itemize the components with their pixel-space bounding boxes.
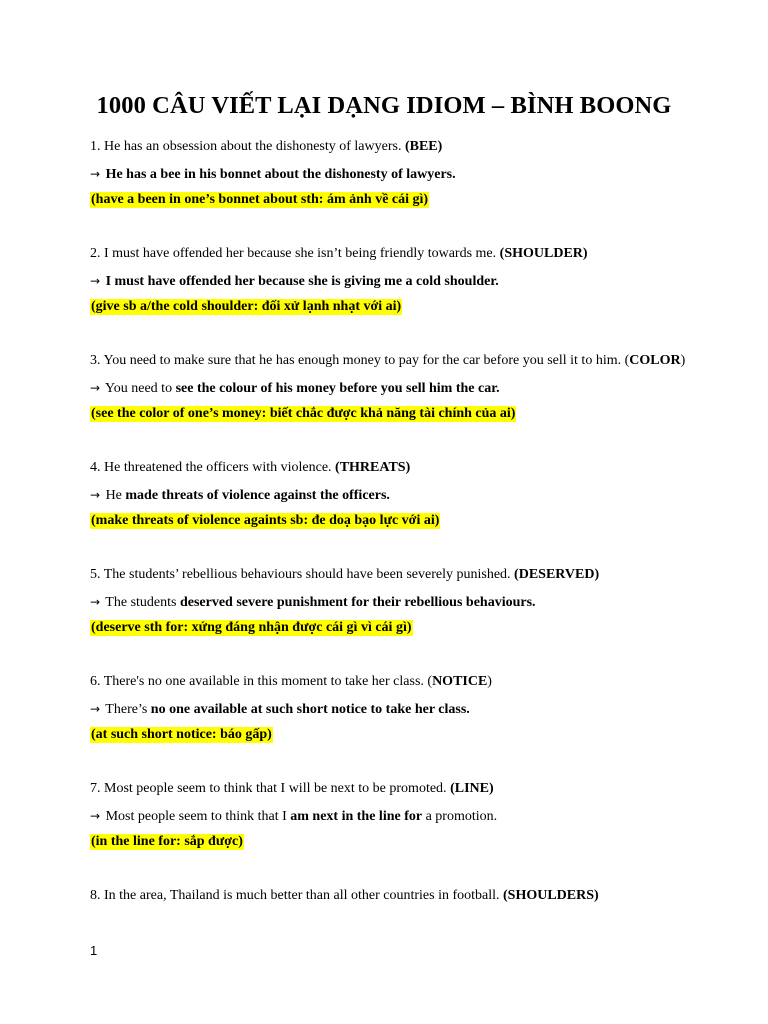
exercise-item-6 bbox=[90, 672, 750, 752]
arrow-icon: → bbox=[90, 273, 101, 288]
question-text: 2. I must have offended her because she isn’t being friendly towards me. bbox=[90, 246, 500, 261]
document-title: 1000 CÂU VIẾT LẠI DẠNG IDIOM – BÌNH BOONG bbox=[96, 92, 672, 119]
answer-prefix: There’s bbox=[102, 701, 151, 717]
arrow-icon: → bbox=[90, 380, 101, 395]
answer-bold: deserved severe punishment for their rebellious behaviours. bbox=[179, 594, 536, 610]
answer-prefix: He bbox=[102, 166, 127, 182]
answer-bold: I must have offended her because she is giving me a cold shoulder. bbox=[105, 273, 499, 289]
question-line bbox=[90, 137, 750, 164]
question-line bbox=[90, 779, 750, 806]
question-text: 7. Most people seem to think that I will be next to be promoted. bbox=[90, 781, 451, 796]
arrow-icon: → bbox=[90, 594, 101, 609]
arrow-icon: → bbox=[90, 701, 101, 716]
answer-line bbox=[90, 485, 750, 512]
question-close: ) bbox=[680, 353, 686, 368]
question-text: 3. You need to make sure that he has enough money to pay for the car before you sell it to him. ( bbox=[90, 353, 630, 368]
answer-line bbox=[90, 699, 750, 726]
keyword: (THREATS) bbox=[335, 460, 411, 475]
exercise-item-4 bbox=[90, 458, 750, 538]
arrow-icon: → bbox=[90, 808, 101, 823]
page-number: 1 bbox=[90, 943, 98, 958]
answer-line bbox=[90, 164, 750, 191]
note-line bbox=[90, 832, 750, 859]
question-line bbox=[90, 351, 750, 378]
note-line bbox=[90, 618, 750, 645]
answer-line bbox=[90, 271, 750, 298]
question-text: 8. In the area, Thailand is much better than all other countries in football. bbox=[90, 888, 503, 903]
note-line bbox=[90, 725, 750, 752]
answer-bold: has a bee in his bonnet about the dishonesty of lawyers. bbox=[126, 166, 456, 182]
highlighted-note: (see the color of one’s money: biết chắc được khả năng tài chính của ai) bbox=[91, 406, 516, 421]
keyword: (LINE) bbox=[450, 781, 494, 796]
exercise-item-5 bbox=[90, 565, 750, 645]
answer-prefix: You need to bbox=[102, 380, 176, 396]
question-close: ) bbox=[487, 674, 492, 689]
exercise-item-7 bbox=[90, 779, 750, 859]
question-line bbox=[90, 672, 750, 699]
keyword: (SHOULDER) bbox=[499, 246, 588, 261]
highlighted-note: (in the line for: sắp được) bbox=[91, 834, 243, 849]
question-text: 1. He has an obsession about the dishonesty of lawyers. bbox=[90, 139, 405, 154]
answer-prefix: The students bbox=[102, 594, 180, 610]
answer-bold: no one available at such short notice to take her class. bbox=[150, 701, 470, 717]
answer-bold: am next in the line for bbox=[290, 808, 423, 824]
keyword: (SHOULDERS) bbox=[503, 888, 599, 903]
exercise-item-1 bbox=[90, 137, 750, 217]
exercise-item-3 bbox=[90, 351, 750, 431]
answer-suffix: a promotion. bbox=[422, 808, 498, 824]
answer-prefix: He bbox=[102, 487, 126, 503]
question-line bbox=[90, 244, 750, 271]
question-text: 6. There's no one available in this moment to take her class. ( bbox=[90, 674, 433, 689]
answer-prefix: Most people seem to think that I bbox=[102, 808, 291, 824]
keyword: COLOR bbox=[629, 353, 681, 368]
highlighted-note: (deserve sth for: xứng đáng nhận được cái gì vì cái gì) bbox=[91, 620, 412, 635]
keyword: NOTICE bbox=[432, 674, 488, 689]
question-text: 5. The students’ rebellious behaviours should have been severely punished. bbox=[90, 567, 515, 582]
answer-bold: made threats of violence against the officers. bbox=[125, 487, 390, 503]
answer-bold: see the colour of his money before you sell him the car. bbox=[175, 380, 500, 396]
highlighted-note: (at such short notice: báo gấp) bbox=[91, 727, 272, 742]
answer-line bbox=[90, 592, 750, 619]
highlighted-note: (have a been in one’s bonnet about sth: ám ảnh về cái gì) bbox=[91, 192, 429, 207]
question-line bbox=[90, 565, 750, 592]
answer-line bbox=[90, 378, 750, 405]
question-line bbox=[90, 886, 750, 913]
highlighted-note: (make threats of violence againts sb: đe doạ bạo lực với ai) bbox=[91, 513, 440, 528]
highlighted-note: (give sb a/the cold shoulder: đối xử lạnh nhạt với ai) bbox=[91, 299, 402, 314]
exercise-item-8 bbox=[90, 886, 750, 913]
note-line bbox=[90, 297, 750, 324]
note-line bbox=[90, 190, 750, 217]
note-line bbox=[90, 511, 750, 538]
keyword: (BEE) bbox=[404, 139, 443, 154]
question-line bbox=[90, 458, 750, 485]
arrow-icon: → bbox=[90, 487, 101, 502]
arrow-icon: → bbox=[90, 166, 101, 181]
answer-line bbox=[90, 806, 750, 833]
keyword: (DESERVED) bbox=[514, 567, 600, 582]
note-line bbox=[90, 404, 750, 431]
exercise-item-2 bbox=[90, 244, 750, 324]
question-text: 4. He threatened the officers with violence. bbox=[90, 460, 336, 475]
